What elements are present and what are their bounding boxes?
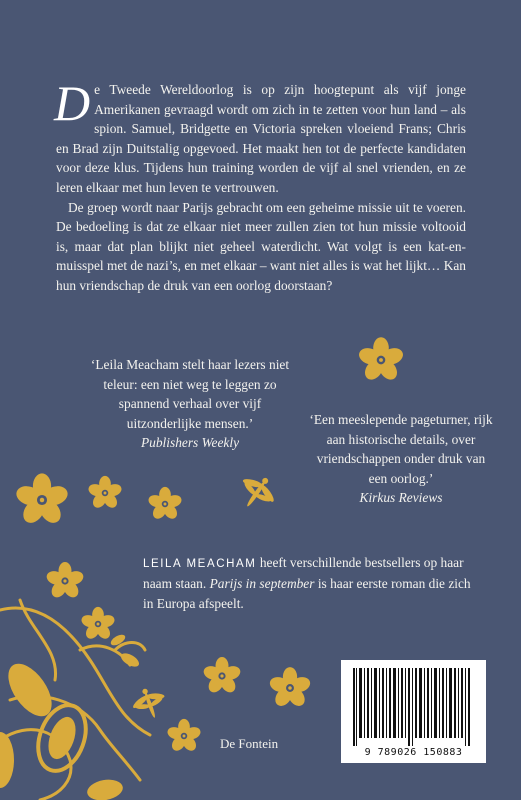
quote-text: ‘Leila Meacham stelt haar lezers niet teleur: een niet weg te leggen zo spannend verhaal over vijf uitzonderlijke mensen.’ [90, 357, 290, 431]
dragonfly-icon [128, 683, 171, 724]
quote-text: ‘Een meeslepende pageturner, rijk aan historische details, over vriendschappen onder druk van een oorlog.’ [309, 412, 493, 486]
quote-source: Kirkus Reviews [359, 490, 443, 506]
flower-icon [80, 607, 116, 641]
author-text-1: heeft verschillende bestsellers op haar naam staan. [143, 555, 464, 591]
flower-icon [166, 719, 202, 753]
drop-cap: D [54, 75, 91, 131]
book-title: Parijs in september [209, 576, 315, 591]
blurb-paragraph-1: e Tweede Wereldoorlog is op zijn hoogtepunt als vijf jonge Amerikanen gevraagd wordt om zich in te zetten voor hun land – als spion. Samuel, Bridgette en Victoria spreken vloeiend Frans; Chris en Brad zijn Duitstalig opgevoed. Het maakt hen tot de perfecte kandidaten voor deze klus. Tijdens hun training worden de vijf al snel vrienden, en ze leren elkaar met hun leven te vertrouwen. [56, 82, 466, 195]
flower-icon [268, 667, 312, 709]
isbn-number: 9 789026 150883 [364, 747, 463, 758]
dragonfly-icon [231, 467, 282, 517]
flower-icon [45, 562, 85, 600]
author-name: LEILA MEACHAM [143, 558, 257, 570]
blurb-paragraph-2: De groep wordt naar Parijs gebracht om een geheime missie uit te voeren. De bedoeling is dat ze elkaar niet meer zullen zien tot hun missie voltooid is, maar dat plan blijkt niet geheel waterdicht. Wat volgt is een kat-en-muisspel met de nazi’s, en met elkaar – want niet alles is wat het lijkt… Kan hun vriendschap de druk van een oorlog doorstaan? [56, 199, 466, 293]
author-text-2: is haar eerste roman die zich in Europa afspeelt. [143, 576, 471, 611]
flower-icon [87, 476, 123, 510]
flower-icon [147, 487, 183, 521]
flower-icon [202, 657, 242, 695]
quote-source: Publishers Weekly [140, 435, 240, 451]
flower-icon [357, 337, 405, 383]
flower-icon [14, 473, 70, 526]
publisher-name: De Fontein [220, 736, 279, 751]
